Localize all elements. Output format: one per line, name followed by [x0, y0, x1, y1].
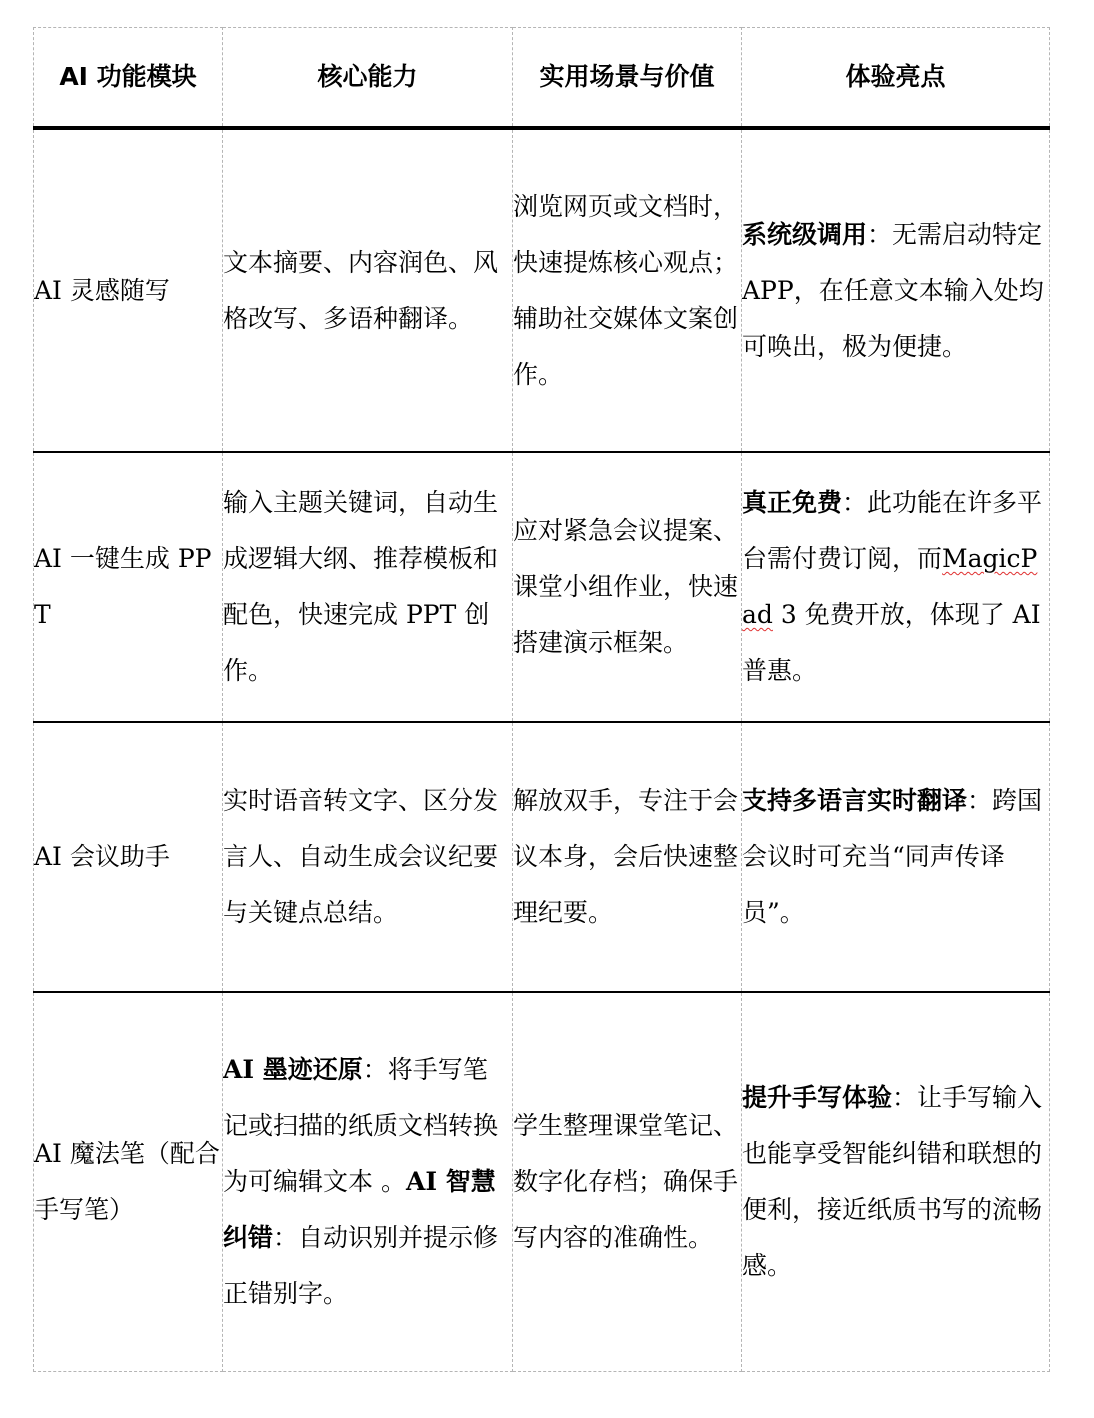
- highlight-title: 提升手写体验: [742, 1083, 893, 1112]
- header-capability: 核心能力: [223, 28, 513, 129]
- scenario-cell: 解放双手，专注于会议本身，会后快速整理纪要。: [513, 722, 742, 992]
- capability-text-1: ：将手写笔记或扫描的纸质文档转换为可编辑文本 。: [223, 1055, 499, 1196]
- highlight-text-after: 3 免费开放，体现了 AI 普惠。: [742, 600, 1041, 685]
- highlight-cell: [742, 128, 1050, 452]
- header-row: [34, 28, 1050, 129]
- product-name: MagicPad: [742, 544, 1038, 629]
- capability-cell: 文本摘要、内容润色、风格改写、多语种翻译。: [223, 128, 513, 452]
- scenario-cell: 学生整理课堂笔记、数字化存档；确保手写内容的准确性。: [513, 992, 742, 1372]
- table-row: [34, 452, 1050, 722]
- highlight-cell: [742, 992, 1050, 1372]
- header-highlight: 体验亮点: [742, 28, 1050, 129]
- highlight-title: 真正免费: [742, 488, 843, 517]
- highlight-text: ：此功能在许多平台需付费订阅，而: [742, 488, 1043, 573]
- capability-text-2: ：自动识别并提示修正错别字。: [223, 1223, 499, 1308]
- feature-table: [33, 27, 1050, 1372]
- scenario-cell: 应对紧急会议提案、课堂小组作业，快速搭建演示框架。: [513, 452, 742, 722]
- highlight-title: 系统级调用: [742, 219, 868, 249]
- module-cell: AI 会议助手: [34, 722, 223, 992]
- capability-title-1: AI 墨迹还原: [223, 1055, 363, 1084]
- highlight-title: 支持多语言实时翻译: [742, 786, 968, 815]
- module-cell: AI 一键生成 PPT: [34, 452, 223, 722]
- capability-cell: 实时语音转文字、区分发言人、自动生成会议纪要与关键点总结。: [223, 722, 513, 992]
- table-header: [34, 28, 1050, 129]
- table-row: [34, 992, 1050, 1372]
- table-row: [34, 128, 1050, 452]
- header-module: AI 功能模块: [34, 28, 223, 129]
- highlight-text: ：让手写输入也能享受智能纠错和联想的便利，接近纸质书写的流畅感。: [742, 1083, 1043, 1280]
- capability-title-2: AI 智慧纠错: [223, 1167, 496, 1252]
- highlight-cell: [742, 722, 1050, 992]
- module-cell: AI 魔法笔（配合手写笔）: [34, 992, 223, 1372]
- module-cell: AI 灵感随写: [34, 128, 223, 452]
- highlight-text: ：无需启动特定 APP，在任意文本输入处均可唤出，极为便捷。: [742, 219, 1044, 361]
- table-body: [34, 128, 1050, 1372]
- capability-cell: 输入主题关键词，自动生成逻辑大纲、推荐模板和配色，快速完成 PPT 创作。: [223, 452, 513, 722]
- highlight-cell: [742, 452, 1050, 722]
- highlight-text: ：跨国会议时可充当“同声传译员”。: [742, 786, 1043, 927]
- capability-cell: [223, 992, 513, 1372]
- scenario-cell: 浏览网页或文档时，快速提炼核心观点；辅助社交媒体文案创作。: [513, 128, 742, 452]
- table-row: [34, 722, 1050, 992]
- header-scenario: 实用场景与价值: [513, 28, 742, 129]
